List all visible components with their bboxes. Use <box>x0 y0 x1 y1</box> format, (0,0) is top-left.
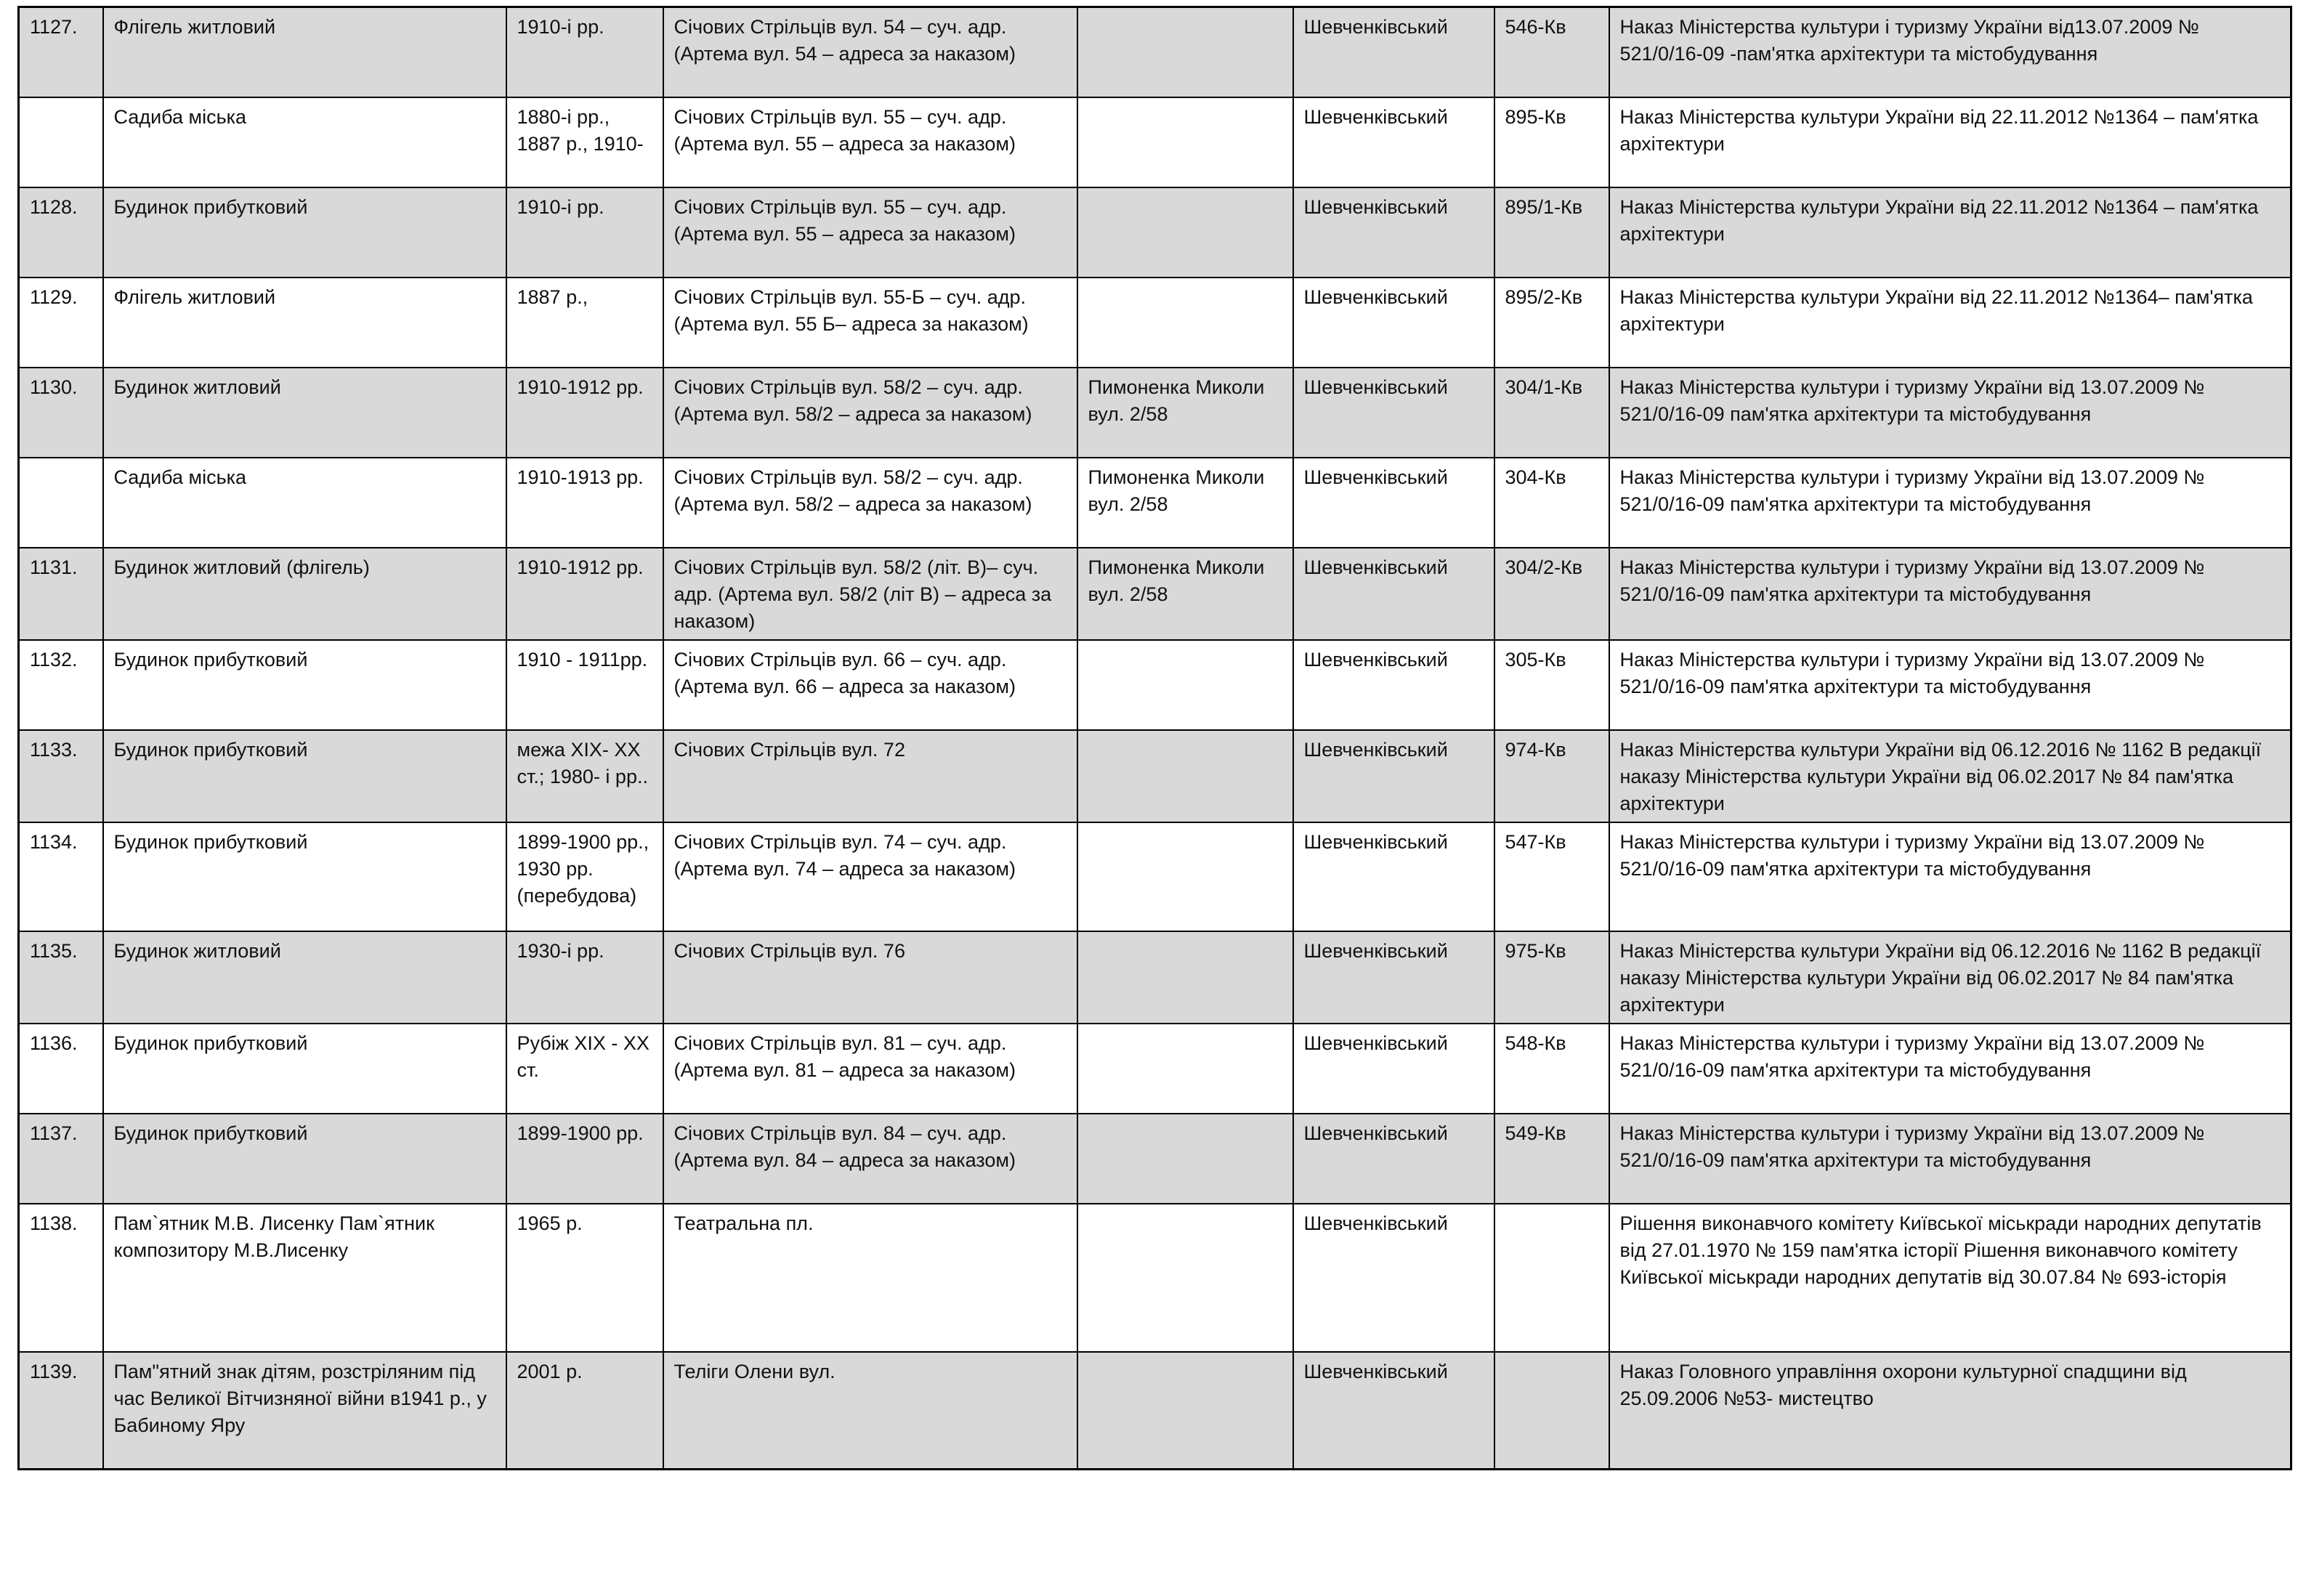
protection-order-cell: Наказ Міністерства культури і туризму України від 13.07.2009 № 521/0/16-09 пам'ятка архітектури та містобудування <box>1609 548 2291 640</box>
protection-order-cell: Наказ Міністерства культури України від 22.11.2012 №1364– пам'ятка архітектури <box>1609 278 2291 368</box>
table-row <box>19 368 2291 458</box>
registry-code-cell: 895/2-Кв <box>1494 278 1609 368</box>
protection-order-cell: Наказ Міністерства культури і туризму України від 13.07.2009 № 521/0/16-09 пам'ятка архітектури та містобудування <box>1609 368 2291 458</box>
row-number-cell <box>19 458 103 548</box>
object-address-cell: Січових Стрільців вул. 55 – суч. адр. (Артема вул. 55 – адреса за наказом) <box>663 97 1077 187</box>
object-date-cell: 1910-1912 рр. <box>506 548 663 640</box>
row-number-cell: 1128. <box>19 187 103 278</box>
object-address-cell: Січових Стрільців вул. 76 <box>663 931 1077 1024</box>
row-number-cell: 1131. <box>19 548 103 640</box>
object-address-cell: Теліги Олени вул. <box>663 1352 1077 1470</box>
row-number-cell: 1134. <box>19 822 103 931</box>
registry-code-cell <box>1494 1352 1609 1470</box>
object-date-cell: 1910 - 1911рр. <box>506 640 663 730</box>
object-date-cell: 1899-1900 рр. <box>506 1114 663 1204</box>
object-name-cell: Пам"ятний знак дітям, розстріляним під час Великої Вітчизняної війни в1941 р., у Бабиному Яру <box>103 1352 506 1470</box>
table-row <box>19 1024 2291 1114</box>
registry-code-cell: 974-Кв <box>1494 730 1609 822</box>
object-name-cell: Садиба міська <box>103 97 506 187</box>
registry-code-cell: 304-Кв <box>1494 458 1609 548</box>
protection-order-cell: Наказ Міністерства культури України від 22.11.2012 №1364 – пам'ятка архітектури <box>1609 97 2291 187</box>
object-date-cell: межа ХІХ- ХХ ст.; 1980- і рр.. <box>506 730 663 822</box>
object-name-cell: Флігель житловий <box>103 278 506 368</box>
object-address-cell: Січових Стрільців вул. 66 – суч. адр. (Артема вул. 66 – адреса за наказом) <box>663 640 1077 730</box>
alternate-address-cell <box>1077 1352 1293 1470</box>
object-date-cell: 1910-1912 рр. <box>506 368 663 458</box>
object-name-cell: Будинок прибутковий <box>103 822 506 931</box>
table-row <box>19 278 2291 368</box>
protection-order-cell: Наказ Головного управління охорони культурної спадщини від 25.09.2006 №53- мистецтво <box>1609 1352 2291 1470</box>
table-row <box>19 548 2291 640</box>
object-date-cell: 1965 р. <box>506 1204 663 1352</box>
district-name-cell: Шевченківський <box>1293 1114 1494 1204</box>
registry-code-cell: 548-Кв <box>1494 1024 1609 1114</box>
registry-code-cell: 895/1-Кв <box>1494 187 1609 278</box>
district-name-cell: Шевченківський <box>1293 1024 1494 1114</box>
alternate-address-cell <box>1077 640 1293 730</box>
row-number-cell <box>19 97 103 187</box>
alternate-address-cell <box>1077 278 1293 368</box>
registry-code-cell: 304/1-Кв <box>1494 368 1609 458</box>
protection-order-cell: Наказ Міністерства культури і туризму України від 13.07.2009 № 521/0/16-09 пам'ятка архітектури та містобудування <box>1609 640 2291 730</box>
alternate-address-cell <box>1077 1024 1293 1114</box>
object-name-cell: Флігель житловий <box>103 7 506 97</box>
object-address-cell: Січових Стрільців вул. 58/2 – суч. адр. (Артема вул. 58/2 – адреса за наказом) <box>663 458 1077 548</box>
object-name-cell: Пам`ятник М.В. Лисенку Пам`ятник композитору М.В.Лисенку <box>103 1204 506 1352</box>
protection-order-cell: Наказ Міністерства культури України від 06.12.2016 № 1162 В редакції наказу Міністерства культури України від 06.02.2017 № 84 пам'ятка архітектури <box>1609 931 2291 1024</box>
object-date-cell: 1910-1913 рр. <box>506 458 663 548</box>
object-date-cell: 2001 р. <box>506 1352 663 1470</box>
row-number-cell: 1138. <box>19 1204 103 1352</box>
district-name-cell: Шевченківський <box>1293 187 1494 278</box>
object-address-cell: Січових Стрільців вул. 72 <box>663 730 1077 822</box>
table-row <box>19 7 2291 97</box>
district-name-cell: Шевченківський <box>1293 548 1494 640</box>
object-date-cell: 1910-і рр. <box>506 7 663 97</box>
object-address-cell: Січових Стрільців вул. 58/2 (літ. В)– суч. адр. (Артема вул. 58/2 (літ В) – адреса за наказом) <box>663 548 1077 640</box>
district-name-cell: Шевченківський <box>1293 7 1494 97</box>
object-address-cell: Січових Стрільців вул. 55 – суч. адр. (Артема вул. 55 – адреса за наказом) <box>663 187 1077 278</box>
protection-order-cell: Наказ Міністерства культури і туризму України від13.07.2009 № 521/0/16-09 -пам'ятка архітектури та містобудування <box>1609 7 2291 97</box>
alternate-address-cell <box>1077 97 1293 187</box>
table-row <box>19 640 2291 730</box>
alternate-address-cell: Пимоненка Миколи вул. 2/58 <box>1077 368 1293 458</box>
object-address-cell: Театральна пл. <box>663 1204 1077 1352</box>
table-row <box>19 1204 2291 1352</box>
object-name-cell: Будинок прибутковий <box>103 640 506 730</box>
alternate-address-cell <box>1077 931 1293 1024</box>
alternate-address-cell <box>1077 822 1293 931</box>
object-address-cell: Січових Стрільців вул. 54 – суч. адр. (Артема вул. 54 – адреса за наказом) <box>663 7 1077 97</box>
object-name-cell: Будинок житловий <box>103 931 506 1024</box>
object-name-cell: Будинок житловий (флігель) <box>103 548 506 640</box>
object-name-cell: Будинок прибутковий <box>103 187 506 278</box>
object-date-cell: 1899-1900 рр., 1930 рр.(перебудова) <box>506 822 663 931</box>
protection-order-cell: Наказ Міністерства культури і туризму України від 13.07.2009 № 521/0/16-09 пам'ятка архітектури та містобудування <box>1609 822 2291 931</box>
registry-code-cell <box>1494 1204 1609 1352</box>
registry-code-cell: 546-Кв <box>1494 7 1609 97</box>
district-name-cell: Шевченківський <box>1293 730 1494 822</box>
row-number-cell: 1127. <box>19 7 103 97</box>
district-name-cell: Шевченківський <box>1293 1204 1494 1352</box>
protection-order-cell: Наказ Міністерства культури і туризму України від 13.07.2009 № 521/0/16-09 пам'ятка архітектури та містобудування <box>1609 458 2291 548</box>
registry-code-cell: 305-Кв <box>1494 640 1609 730</box>
object-address-cell: Січових Стрільців вул. 84 – суч. адр. (Артема вул. 84 – адреса за наказом) <box>663 1114 1077 1204</box>
row-number-cell: 1137. <box>19 1114 103 1204</box>
table-row <box>19 730 2291 822</box>
protection-order-cell: Наказ Міністерства культури України від 22.11.2012 №1364 – пам'ятка архітектури <box>1609 187 2291 278</box>
alternate-address-cell: Пимоненка Миколи вул. 2/58 <box>1077 548 1293 640</box>
object-name-cell: Будинок прибутковий <box>103 1114 506 1204</box>
row-number-cell: 1135. <box>19 931 103 1024</box>
object-name-cell: Будинок житловий <box>103 368 506 458</box>
object-date-cell: 1887 р., <box>506 278 663 368</box>
object-address-cell: Січових Стрільців вул. 58/2 – суч. адр. (Артема вул. 58/2 – адреса за наказом) <box>663 368 1077 458</box>
heritage-registry-table <box>17 6 2292 1470</box>
object-name-cell: Будинок прибутковий <box>103 1024 506 1114</box>
alternate-address-cell <box>1077 1204 1293 1352</box>
registry-code-cell: 547-Кв <box>1494 822 1609 931</box>
object-name-cell: Будинок прибутковий <box>103 730 506 822</box>
district-name-cell: Шевченківський <box>1293 931 1494 1024</box>
row-number-cell: 1129. <box>19 278 103 368</box>
district-name-cell: Шевченківський <box>1293 278 1494 368</box>
district-name-cell: Шевченківський <box>1293 822 1494 931</box>
object-address-cell: Січових Стрільців вул. 74 – суч. адр. (Артема вул. 74 – адреса за наказом) <box>663 822 1077 931</box>
object-name-cell: Садиба міська <box>103 458 506 548</box>
protection-order-cell: Наказ Міністерства культури і туризму України від 13.07.2009 № 521/0/16-09 пам'ятка архітектури та містобудування <box>1609 1024 2291 1114</box>
table-row <box>19 822 2291 931</box>
table-row <box>19 458 2291 548</box>
district-name-cell: Шевченківський <box>1293 458 1494 548</box>
district-name-cell: Шевченківський <box>1293 97 1494 187</box>
alternate-address-cell <box>1077 730 1293 822</box>
row-number-cell: 1130. <box>19 368 103 458</box>
table-row <box>19 1352 2291 1470</box>
row-number-cell: 1139. <box>19 1352 103 1470</box>
table-row <box>19 1114 2291 1204</box>
row-number-cell: 1136. <box>19 1024 103 1114</box>
object-date-cell: 1910-і рр. <box>506 187 663 278</box>
table-row <box>19 97 2291 187</box>
table-row <box>19 187 2291 278</box>
alternate-address-cell <box>1077 7 1293 97</box>
alternate-address-cell <box>1077 187 1293 278</box>
registry-code-cell: 975-Кв <box>1494 931 1609 1024</box>
object-date-cell: 1930-і рр. <box>506 931 663 1024</box>
district-name-cell: Шевченківський <box>1293 368 1494 458</box>
object-address-cell: Січових Стрільців вул. 55-Б – суч. адр. (Артема вул. 55 Б– адреса за наказом) <box>663 278 1077 368</box>
table-body <box>19 7 2291 1470</box>
district-name-cell: Шевченківський <box>1293 640 1494 730</box>
registry-code-cell: 895-Кв <box>1494 97 1609 187</box>
object-date-cell: 1880-і рр., 1887 р., 1910- <box>506 97 663 187</box>
alternate-address-cell: Пимоненка Миколи вул. 2/58 <box>1077 458 1293 548</box>
protection-order-cell: Наказ Міністерства культури України від 06.12.2016 № 1162 В редакції наказу Міністерства культури України від 06.02.2017 № 84 пам'ятка архітектури <box>1609 730 2291 822</box>
object-address-cell: Січових Стрільців вул. 81 – суч. адр. (Артема вул. 81 – адреса за наказом) <box>663 1024 1077 1114</box>
table-row <box>19 931 2291 1024</box>
protection-order-cell: Рішення виконавчого комітету Київської міськради народних депутатів від 27.01.1970 № 159 пам'ятка історії Рішення виконавчого комітету Київської міськради народних депутатів від 30.07.84 № 693-історія <box>1609 1204 2291 1352</box>
object-date-cell: Рубіж ХІХ - ХХ ст. <box>506 1024 663 1114</box>
registry-code-cell: 549-Кв <box>1494 1114 1609 1204</box>
district-name-cell: Шевченківський <box>1293 1352 1494 1470</box>
protection-order-cell: Наказ Міністерства культури і туризму України від 13.07.2009 № 521/0/16-09 пам'ятка архітектури та містобудування <box>1609 1114 2291 1204</box>
alternate-address-cell <box>1077 1114 1293 1204</box>
registry-code-cell: 304/2-Кв <box>1494 548 1609 640</box>
row-number-cell: 1133. <box>19 730 103 822</box>
row-number-cell: 1132. <box>19 640 103 730</box>
